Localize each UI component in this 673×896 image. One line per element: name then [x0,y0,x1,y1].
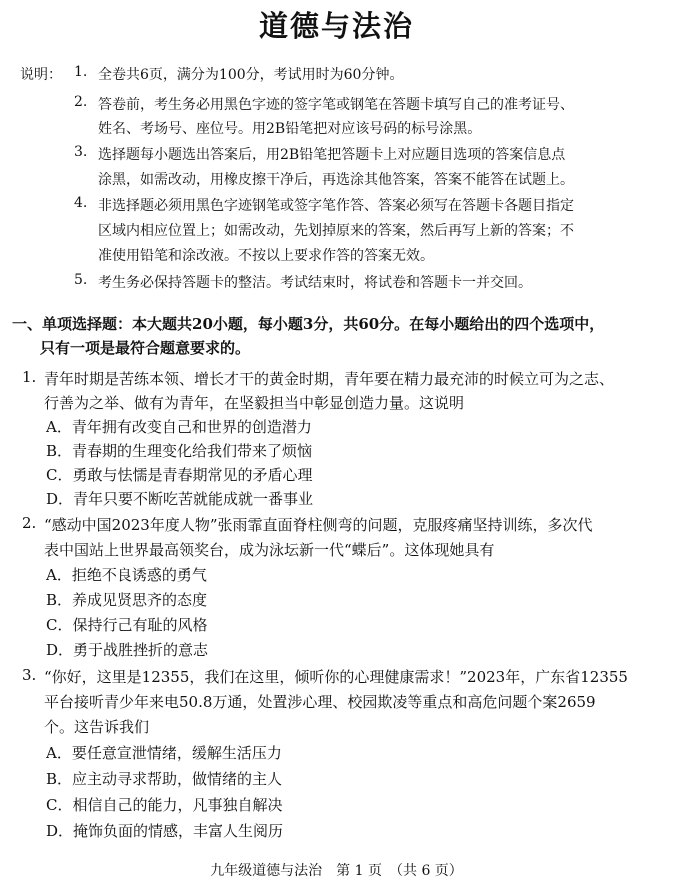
page-footer: 九年级道德与法治 第 1 页 （共 6 页） [210,863,463,879]
instruction-line: 区域内相应位置上；如需改动，先划掉原来的答案，然后再写上新的答案；不 [98,223,574,239]
instructions-label: 说明： [20,67,62,83]
instruction-line: 准使用铅笔和涂改液。不按以上要求作答的答案无效。 [98,248,434,264]
answer-option: D．青年只要不断吃苦就能成就一番事业 [46,490,314,508]
answer-option: C．相信自己的能力，凡事独自解决 [46,796,283,814]
question-stem: “感动中国2023年度人物”张雨霏直面脊柱侧弯的问题，克服疼痛坚持训练，多次代 [44,516,593,534]
question-stem: 个。这告诉我们 [44,718,150,736]
answer-option: D．勇于战胜挫折的意志 [46,641,209,659]
answer-option: A．青年拥有改变自己和世界的创造潜力 [46,418,312,436]
answer-option: D．掩饰负面的情感，丰富人生阅历 [46,822,284,840]
answer-option: A．要任意宣泄情绪，缓解生活压力 [46,744,282,762]
question-number: 1. [22,368,37,386]
instruction-number: 2. [74,94,88,110]
answer-option: C．勇敢与怯懦是青春期常见的矛盾心理 [46,466,313,484]
instruction-line: 涂黑，如需改动，用橡皮擦干净后，再选涂其他答案，答案不能答在试题上。 [98,172,574,188]
answer-option: B．养成见贤思齐的态度 [46,591,208,609]
instruction-line: 姓名、考场号、座位号。用2B铅笔把对应该号码的标号涂黑。 [98,121,482,137]
question-number: 3. [22,666,37,684]
section-heading: 只有一项是最符合题意要求的。 [40,339,251,357]
instruction-line: 考生务必保持答题卡的整洁。考试结束时，将试卷和答题卡一并交回。 [98,275,532,291]
question-stem: 行善为之举、做有为青年，在坚毅担当中彰显创造力量。这说明 [44,394,465,412]
instruction-number: 3. [74,144,88,160]
instruction-number: 1. [74,64,88,80]
instruction-line: 非选择题必须用黑色字迹钢笔或签字笔作答、答案必须写在答题卡各题目指定 [98,198,574,214]
question-stem: 青年时期是苦练本领、增长才干的黄金时期，青年要在精力最充沛的时候立可为之志、 [44,370,615,388]
question-stem: 平台接听青少年来电50.8万通，处置涉心理、校园欺凌等重点和高危问题个案2659 [44,693,596,711]
answer-option: B．应主动寻求帮助，做情绪的主人 [46,770,283,788]
question-stem: “你好，这里是12355，我们在这里，倾听你的心理健康需求！”2023年，广东省12355 [44,668,628,686]
answer-option: B．青春期的生理变化给我们带来了烦恼 [46,442,313,460]
instruction-number: 5. [74,272,88,288]
question-stem: 表中国站上世界最高领奖台，成为泳坛新一代“蝶后”。这体现她具有 [44,541,495,559]
instruction-line: 全卷共6页，满分为100分，考试用时为60分钟。 [98,67,404,83]
instruction-line: 答卷前，考生务必用黑色字迹的签字笔或钢笔在答题卡填写自己的准考证号、 [98,97,574,113]
instruction-line: 选择题每小题选出答案后，用2B铅笔把答题卡上对应题目选项的答案信息点 [98,147,566,163]
question-number: 2. [22,514,37,532]
section-heading: 一、单项选择题：本大题共20小题，每小题3分，共60分。在每小题给出的四个选项中， [12,315,605,333]
page-title: 道德与法治 [258,9,414,43]
instruction-number: 4. [74,195,88,211]
answer-option: C．保持行己有耻的风格 [46,616,208,634]
answer-option: A．拒绝不良诱惑的勇气 [46,566,207,584]
